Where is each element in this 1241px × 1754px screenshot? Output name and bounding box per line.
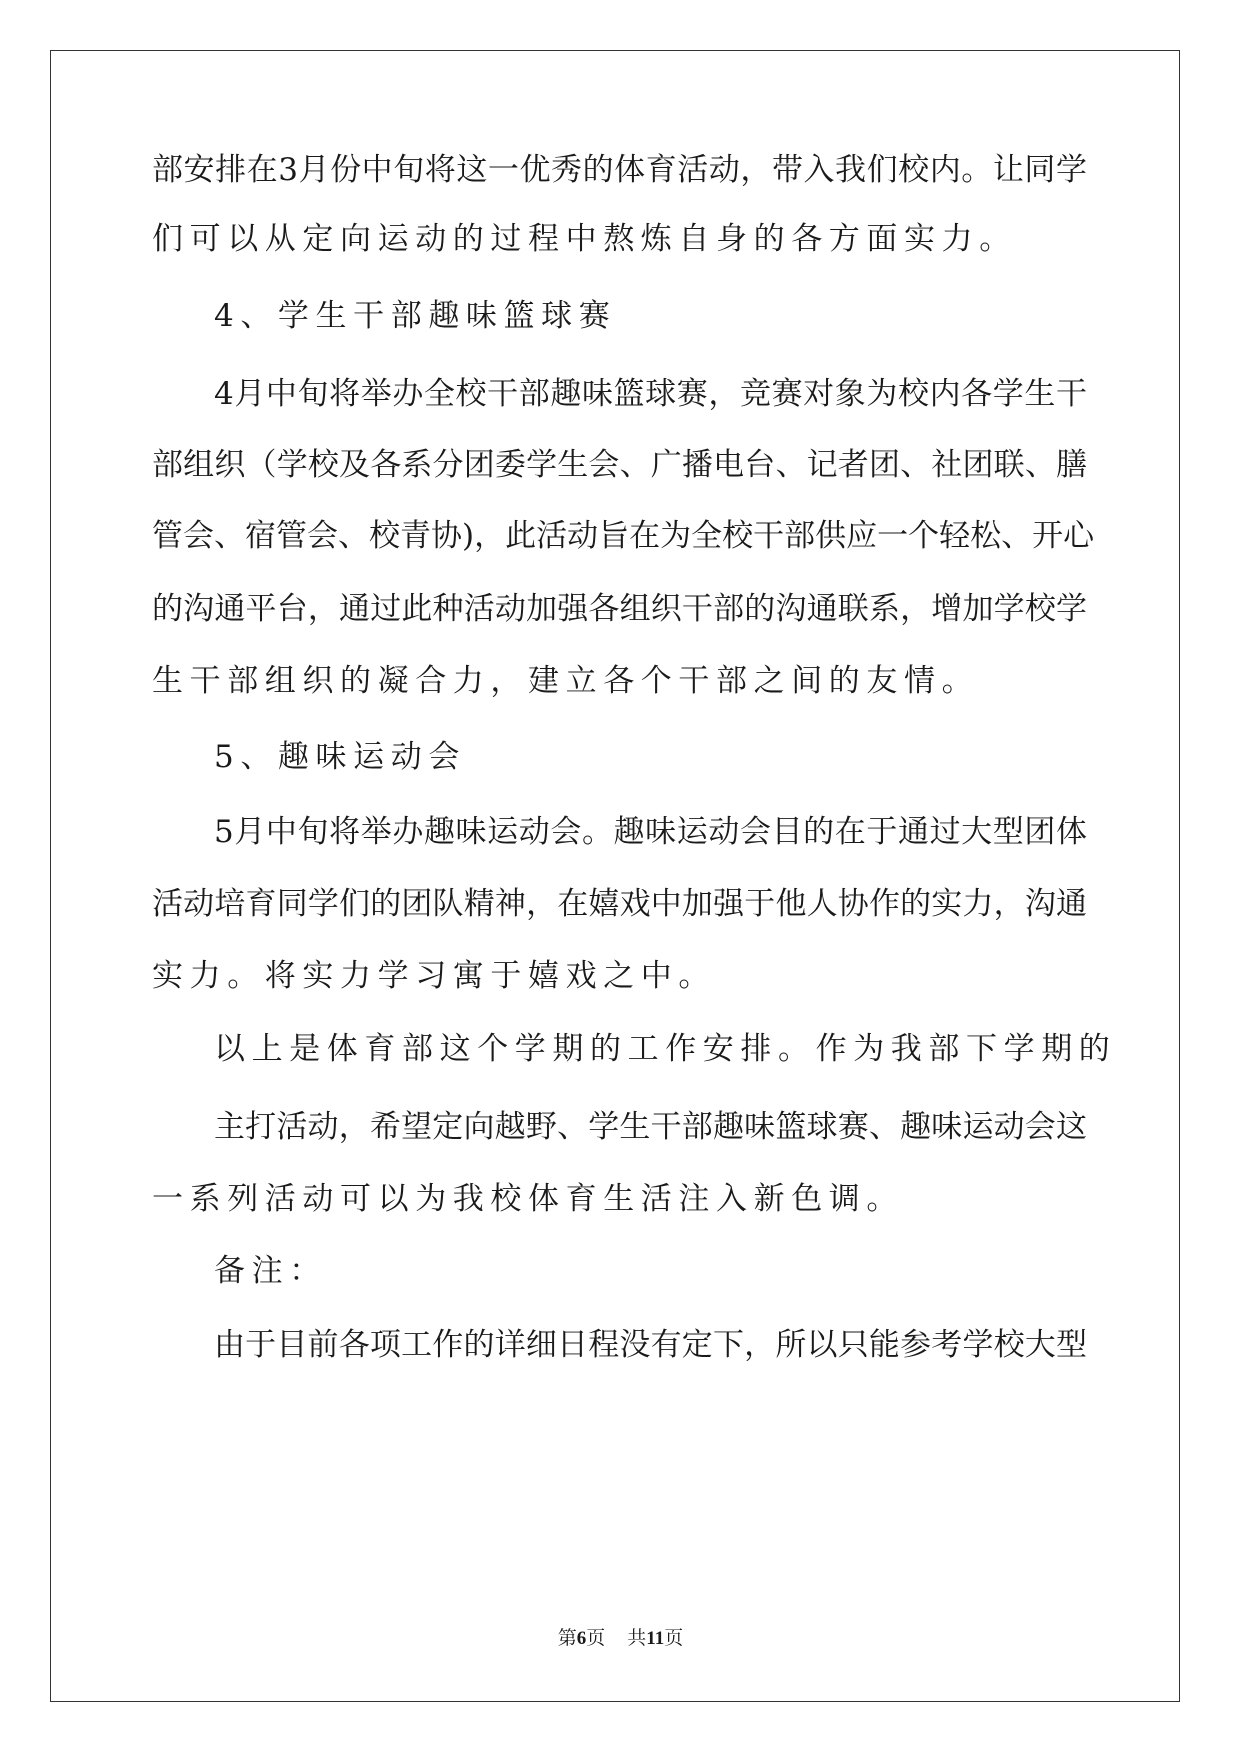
- text-line-2: 们可以从定向运动的过程中熬炼自身的各方面实力。: [152, 221, 1017, 257]
- footer-total-suffix: 页: [664, 1627, 684, 1649]
- text-line-13: 以上是体育部这个学期的工作安排。作为我部下学期的: [214, 1031, 1117, 1067]
- text-line-14: 主打活动，希望定向越野、学生干部趣味篮球赛、趣味运动会这: [214, 1109, 1087, 1145]
- text-line-8: 生干部组织的凝合力，建立各个干部之间的友情。: [152, 663, 980, 699]
- text-line-7: 的沟通平台，通过此种活动加强各组织干部的沟通联系，增加学校学: [152, 591, 1087, 627]
- text-line-5: 部组织（学校及各系分团委学生会、广播电台、记者团、社团联、膳: [152, 447, 1087, 483]
- footer-page-suffix: 页: [586, 1627, 606, 1649]
- text-line-11: 活动培育同学们的团队精神，在嬉戏中加强于他人协作的实力，沟通: [152, 886, 1087, 922]
- text-line-17: 由于目前各项工作的详细日程没有定下，所以只能参考学校大型: [214, 1327, 1087, 1363]
- footer-page-prefix: 第: [557, 1627, 577, 1649]
- text-line-6: 管会、宿管会、校青协)，此活动旨在为全校干部供应一个轻松、开心: [152, 518, 1095, 554]
- text-line-4: 4月中旬将举办全校干部趣味篮球赛，竞赛对象为校内各学生干: [214, 376, 1087, 412]
- footer-total-pages: 11: [646, 1628, 665, 1649]
- section-heading-5: 5、趣味运动会: [214, 739, 466, 775]
- section-heading-4: 4、学生干部趣味篮球赛: [214, 298, 617, 334]
- page-footer: [0, 1626, 1241, 1651]
- footer-total-prefix: 共: [627, 1627, 647, 1649]
- footer-page-number: 6: [576, 1628, 587, 1649]
- text-line-15: 一系列活动可以为我校体育生活注入新色调。: [152, 1181, 904, 1217]
- remarks-heading: 备注：: [214, 1253, 327, 1289]
- text-line-10: 5月中旬将举办趣味运动会。趣味运动会目的在于通过大型团体: [214, 814, 1087, 850]
- text-line-1: 部安排在3月份中旬将这一优秀的体育活动，带入我们校内。让同学: [152, 152, 1087, 188]
- text-line-12: 实力。将实力学习寓于嬉戏之中。: [152, 958, 716, 994]
